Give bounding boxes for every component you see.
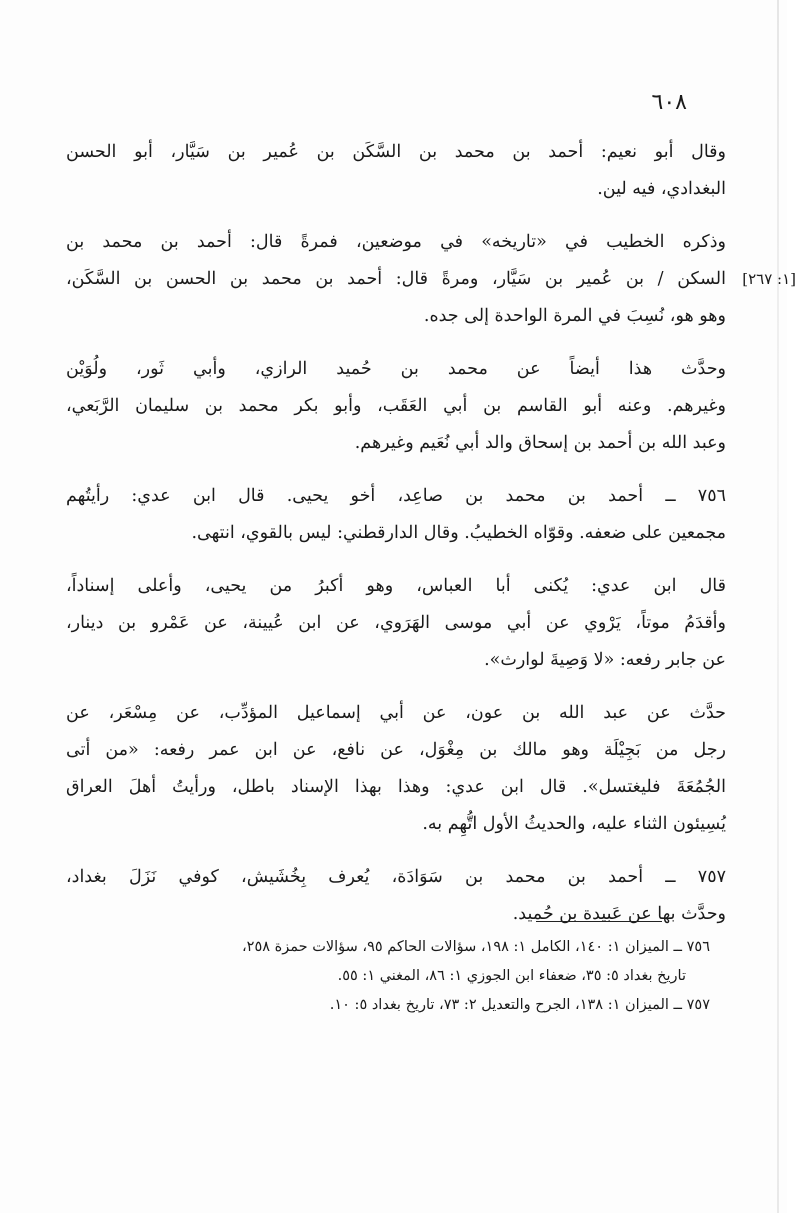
footnote-line: ٧٥٧ ــ الميزان ١: ١٣٨، الجرح والتعديل ٢: ٧٣، تاريخ بغداد ٥: ١٠. <box>329 997 710 1013</box>
text-line: وقال أبو نعيم: أحمد بن محمد بن السَّكَن بن عُمير بن سَيَّار، أبو الحسن <box>66 142 726 162</box>
paragraph <box>66 351 726 462</box>
footnote-line: ٧٥٦ ــ الميزان ١: ١٤٠، الكامل ١: ١٩٨، سؤالات الحاكم ٩٥، سؤالات حمزة ٢٥٨، <box>241 939 710 955</box>
paragraph <box>66 224 796 335</box>
text-line: وهو هو، نُسِبَ في المرة الواحدة إلى جده. <box>423 306 726 326</box>
paragraph <box>66 134 726 208</box>
footnote-757 <box>70 991 710 1020</box>
text-line: السكن / بن عُمير بن سَيَّار، ومرةً قال: أحمد بن محمد بن الحسن بن السَّكَن، <box>66 269 726 289</box>
footnotes <box>70 933 710 1020</box>
page-number: ٦٠٨ <box>651 90 687 115</box>
text-line: وأقدَمُ موتاً، يَرْوي عن أبي موسى الهَرَوي، عن ابن عُيينة، عن عَمْرو بن دينار، <box>66 613 726 633</box>
footnote-756 <box>70 933 710 991</box>
text-line: وحدَّث هذا أيضاً عن محمد بن حُميد الرازي، وأبي ثَور، ولُوَيْن <box>66 359 726 379</box>
text-line: مجمعين على ضعفه. وقوّاه الخطيبُ. وقال الدارقطني: ليس بالقوي، انتهى. <box>191 523 726 543</box>
footnote-separator <box>536 921 662 922</box>
paragraph <box>66 695 726 843</box>
text-line: البغدادي، فيه لين. <box>597 179 726 199</box>
text-line: وعبد الله بن أحمد بن إسحاق والد أبي نُعَيم وغيرهم. <box>354 433 726 453</box>
entry-756 <box>66 478 726 552</box>
text-line: رجل من بَجِيْلَة وهو مالك بن مِغْوَل، عن نافع، عن ابن عمر رفعه: «من أتى <box>66 740 726 760</box>
text-line: عن جابر رفعه: «لا وَصِيةَ لوارث». <box>484 650 726 670</box>
text-line: قال ابن عدي: يُكنى أبا العباس، وهو أكبرُ من يحيى، وأعلى إسناداً، <box>66 576 726 596</box>
scan-edge-shadow <box>777 0 779 1213</box>
text-line: ٧٥٧ ــ أحمد بن محمد بن سَوَادَة، يُعرف بِخُشَيش، كوفي نَزَلَ بغداد، <box>66 867 726 887</box>
text-line: ٧٥٦ ــ أحمد بن محمد بن صاعِد، أخو يحيى. قال ابن عدي: رأيتُهم <box>66 486 726 506</box>
footnote-line: تاريخ بغداد ٥: ٣٥، ضعفاء ابن الجوزي ١: ٨٦، المغني ١: ٥٥. <box>337 968 686 984</box>
paragraph <box>66 568 726 679</box>
text-line: يُسِيئون الثناء عليه، والحديثُ الأول اتُّهِم به. <box>422 814 726 834</box>
text-line: وحدَّث بها عن عَبيدة بن حُميد. <box>512 904 726 924</box>
main-text <box>66 134 796 933</box>
text-line: وذكره الخطيب في «تاريخه» في موضعين، فمرةً قال: أحمد بن محمد بن <box>66 232 726 252</box>
text-line: الجُمُعَةَ فليغتسل». قال ابن عدي: وهذا بهذا الإسناد باطل، ورأيتُ أهلَ العراق <box>66 777 726 797</box>
text-line: حدَّث عن عبد الله بن عون، عن أبي إسماعيل المؤدِّب، عن مِسْعَر، عن <box>66 703 726 723</box>
margin-reference: [١: ٢٦٧] <box>742 270 796 288</box>
text-line: وغيرهم. وعنه أبو القاسم بن أبي العَقَب، وأبو بكر محمد بن سليمان الرَّبَعي، <box>66 396 726 416</box>
